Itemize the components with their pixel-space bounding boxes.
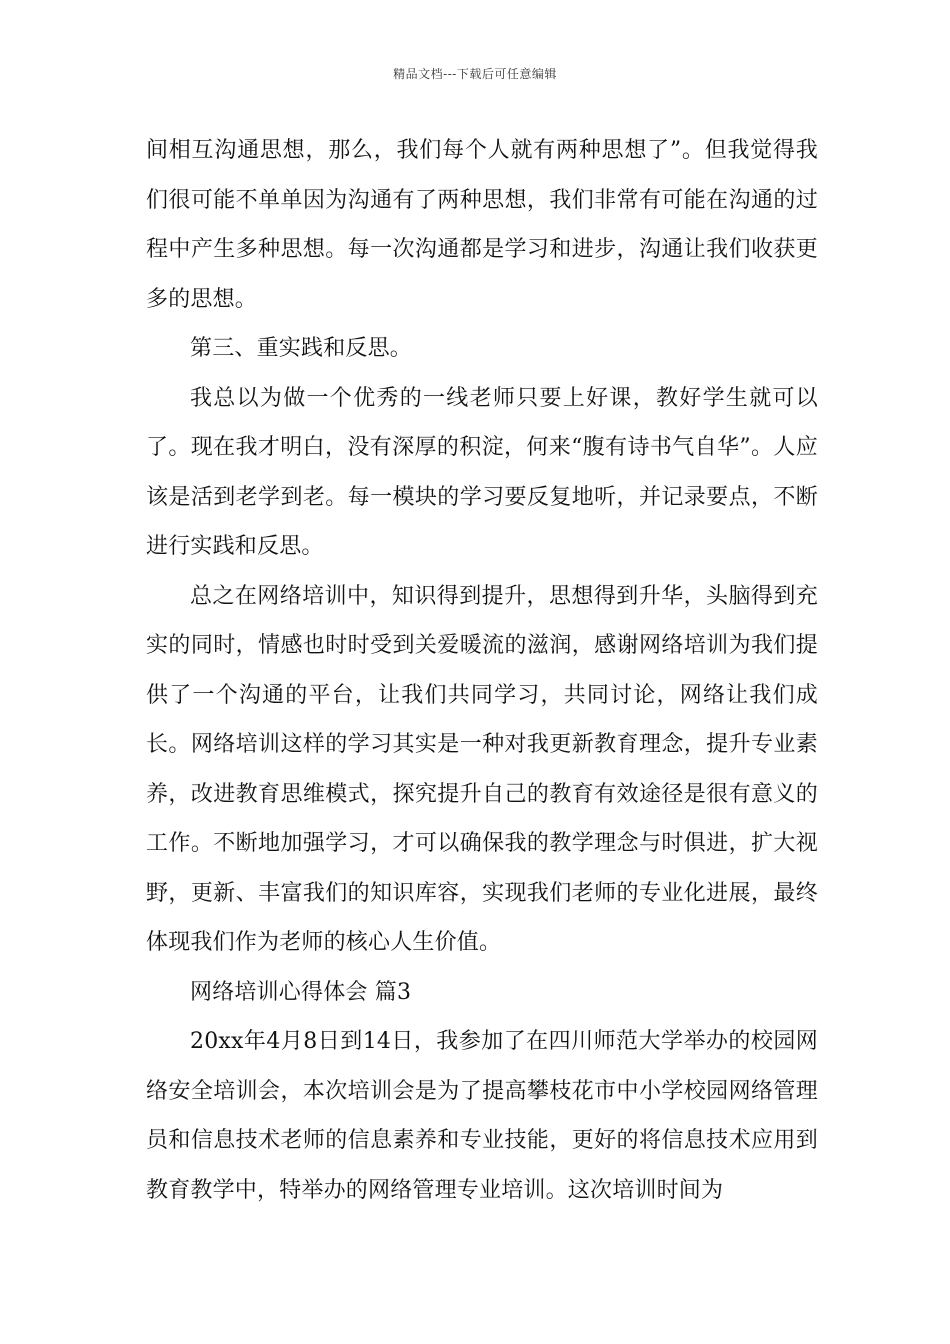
page-header: 精品文档---下载后可任意编辑 [393,67,557,81]
paragraph-4: 总之在网络培训中，知识得到提升，思想得到升华，头脑得到充实的同时，情感也时时受到关爱暖流的滋润，感谢网络培训为我们提供了一个沟通的平台，让我们共同学习，共同讨论，网络让我们成长。网络培训这样的学习其实是一种对我更新教育理念，提升专业素养，改进教育思维模式，探究提升自己的教育有效途径是很有意义的工作。不断地加强学习，才可以确保我的教学理念与时俱进，扩大视野，更新、丰富我们的知识库容，实现我们老师的专业化进展，最终体现我们作为老师的核心人生价值。 [146,583,818,955]
paragraph-6: 20xx年4月8日到14日，我参加了在四川师范大学举办的校园网络安全培训会，本次培训会是为了提高攀枝花市中小学校园网络管理员和信息技术老师的信息素养和专业技能，更好的将信息技术应用到教育教学中，特举办的网络管理专业培训。这次培训时间为 [146,1029,818,1203]
paragraph-1: 间相互沟通思想，那么，我们每个人就有两种思想了”。但我觉得我们很可能不单单因为沟通有了两种思想，我们非常有可能在沟通的过程中产生多种思想。每一次沟通都是学习和进步，沟通让我们收获更多的思想。 [146,138,818,312]
section-heading: 网络培训心得体会 篇3 [190,979,412,1005]
paragraph-3: 我总以为做一个优秀的一线老师只要上好课，教好学生就可以了。现在我才明白，没有深厚的积淀，何来“腹有诗书气自华”。人应该是活到老学到老。每一模块的学习要反复地听，并记录要点，不断进行实践和反思。 [146,385,818,559]
paragraph-2-heading: 第三、重实践和反思。 [190,336,413,361]
document-body [146,126,818,1215]
